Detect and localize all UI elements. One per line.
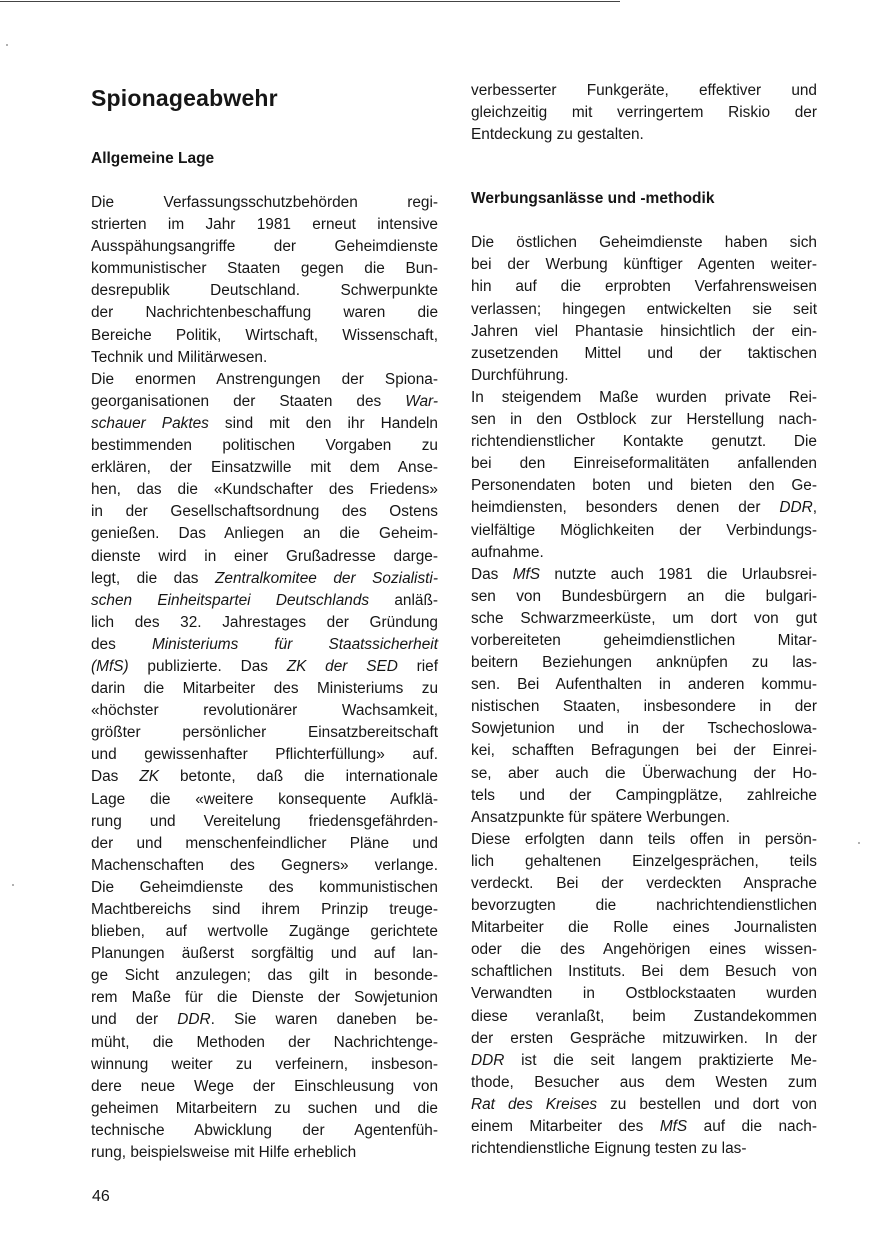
text-line: Rat des Kreises zu bestellen und dort von	[471, 1095, 817, 1113]
text-line: Die östlichen Geheimdienste haben sich	[471, 234, 817, 252]
left-body-text	[91, 192, 438, 1164]
page-title: Spionageabwehr	[91, 85, 278, 111]
text-line: nistischen Staaten, insbesondere in der	[471, 698, 817, 716]
text-line: diese veranlaßt, beim Zustandekommen	[471, 1007, 817, 1025]
text-line: legt, die das Zentralkomitee der Sozialisti-	[91, 569, 438, 587]
text-line: se, aber auch die Überwachung der Ho-	[471, 764, 817, 782]
text-line: ge Sicht anzulegen; das gilt in besonde-	[91, 967, 438, 985]
scan-speck	[6, 44, 8, 46]
text-line: Mitarbeiter die Rolle eines Journalisten	[471, 919, 817, 937]
text-line: Technik und Militärwesen.	[91, 348, 268, 366]
text-line: erklären, der Einsatzwille mit dem Anse-	[91, 459, 438, 477]
text-line: genießen. Das Anliegen an die Geheim-	[91, 525, 438, 543]
text-line: Sowjetunion und in der Tschechoslowa-	[471, 720, 817, 738]
text-line: sen von Bundesbürgern an die bulgari-	[471, 587, 817, 605]
text-line: hen, das die «Kundschafter des Friedens»	[91, 481, 438, 499]
top-rule	[0, 1, 620, 2]
text-line: darin die Mitarbeiter des Ministeriums zu	[91, 680, 438, 698]
text-line: rung, beispielsweise mit Hilfe erheblich	[91, 1144, 357, 1162]
text-line: «höchster revolutionärer Wachsamkeit,	[91, 702, 438, 720]
text-line: Diese erfolgten dann teils offen in persön-	[471, 830, 817, 848]
text-line: schauer Paktes sind mit den ihr Handeln	[91, 414, 438, 432]
text-line: Durchführung.	[471, 366, 569, 384]
text-line: oder die des Angehörigen eines wissen-	[471, 941, 817, 959]
text-line: rem Maße für die Dienste der Sowjetunion	[91, 989, 438, 1007]
text-line: strierten im Jahr 1981 erneut intensive	[91, 216, 438, 234]
text-line: lich des 32. Jahrestages der Gründung	[91, 613, 438, 631]
text-line: verdeckt. Bei der verdeckten Ansprache	[471, 875, 817, 892]
section-heading-allgemeine-lage: Allgemeine Lage	[91, 150, 215, 167]
text-line: bevorzugten die nachrichtendienstlichen	[471, 897, 817, 915]
text-line: bestimmenden politischen Vorgaben zu	[91, 437, 438, 455]
text-line: rung und Vereitelung friedensgefährden-	[91, 812, 438, 830]
text-line: größter persönlicher Einsatzbereitschaft	[91, 724, 438, 742]
text-line: richtendienstliche Eignung testen zu las-	[471, 1140, 747, 1158]
text-line: Ansatzpunkte für spätere Werbungen.	[471, 808, 730, 826]
text-line: und der DDR. Sie waren daneben be-	[91, 1011, 438, 1029]
text-line: desrepublik Deutschland. Schwerpunkte	[91, 282, 438, 300]
text-line: der Nachrichtenbeschaffung waren die	[91, 304, 438, 322]
text-line: Personendaten boten und bieten den Ge-	[471, 477, 817, 495]
text-line: Bereiche Politik, Wirtschaft, Wissenschaft,	[91, 326, 438, 344]
text-line: In steigendem Maße wurden private Rei-	[471, 388, 817, 406]
text-line: beitern Beziehungen anknüpfen zu las-	[471, 654, 817, 672]
text-line: zusetzenden Mittel und der taktischen	[471, 344, 817, 362]
text-line: Verwandten in Ostblockstaaten wurden	[471, 985, 817, 1003]
text-line: heimdiensten, besonders denen der DDR,	[471, 499, 817, 517]
text-line: Das MfS nutzte auch 1981 die Urlaubsrei-	[471, 565, 817, 583]
text-line: vielfältige Möglichkeiten der Verbindungs-	[471, 521, 817, 539]
text-line: richtendienstlicher Kontakte genutzt. Die	[471, 433, 817, 451]
text-line: kei, schafften Befragungen bei der Einrei-	[471, 742, 817, 760]
text-line: thode, Besucher aus dem Westen zum	[471, 1073, 817, 1091]
text-line: lich gehaltenen Einzelgesprächen, teils	[471, 852, 817, 870]
text-line: verbesserter Funkgeräte, effektiver und	[471, 82, 817, 99]
text-line: vorbereiteten geheimdienstlichen Mitar-	[471, 631, 817, 649]
right-continuation-text	[471, 80, 817, 146]
text-line: Ausspähungsangriffe der Geheimdienste	[91, 238, 438, 256]
text-line: sche Schwarzmeerküste, um dort von gut	[471, 609, 817, 627]
text-line: technische Abwicklung der Agentenfüh-	[91, 1121, 438, 1139]
text-line: dere neue Wege der Einschleusung von	[91, 1077, 438, 1095]
text-line: sen in den Ostblock zur Herstellung nach-	[471, 411, 817, 429]
text-line: blieben, auf wertvolle Zugänge gerichtete	[91, 923, 438, 941]
text-line: hin auf die erprobten Verfahrensweisen	[471, 278, 817, 296]
text-line: Entdeckung zu gestalten.	[471, 126, 644, 144]
text-line: georganisationen der Staaten des War-	[91, 392, 438, 410]
text-line: Planungen äußerst sorgfältig und auf lan-	[91, 945, 438, 963]
text-line: Die Geheimdienste des kommunistischen	[91, 878, 438, 896]
scan-speck	[12, 884, 14, 886]
right-column	[471, 80, 817, 1160]
scan-speck	[858, 842, 860, 844]
text-line: Das ZK betonte, daß die internationale	[91, 768, 438, 786]
right-body-text	[471, 232, 817, 1160]
text-line: schaftlichen Instituts. Bei dem Besuch von	[471, 963, 817, 981]
text-line: der ersten Gespräche mitzuwirken. In der	[471, 1029, 817, 1047]
text-line: Jahren viel Phantasie hinsichtlich der ein-	[471, 322, 817, 340]
text-line: dienste wird in einer Grußadresse darge-	[91, 547, 438, 565]
text-line: bei den Einreiseformalitäten anfallenden	[471, 455, 817, 473]
text-line: verlassen; hingegen entwickelten sie seit	[471, 300, 817, 318]
text-line: Machenschaften des Gegners» verlange.	[91, 856, 438, 874]
text-line: winnung weiter zu verfeinern, insbeson-	[91, 1055, 438, 1073]
text-line: einem Mitarbeiter des MfS auf die nach-	[471, 1118, 817, 1136]
text-line: Machtbereichs sind ihrem Prinzip treuge-	[91, 901, 438, 918]
text-line: aufnahme.	[471, 543, 544, 561]
text-line: müht, die Methoden der Nachrichtenge-	[91, 1033, 438, 1051]
text-line: tels und der Campingplätze, zahlreiche	[471, 786, 817, 804]
text-line: und gewissenhafter Pflichterfüllung» auf.	[91, 746, 438, 764]
text-line: der und menschenfeindlicher Pläne und	[91, 834, 438, 852]
text-line: bei der Werbung künftiger Agenten weiter-	[471, 256, 817, 274]
text-line: gleichzeitig mit verringertem Riskio der	[471, 104, 817, 122]
text-line: des Ministeriums für Staatssicherheit	[91, 635, 438, 653]
text-line: Lage die «weitere konsequente Aufklä-	[91, 790, 438, 808]
text-line: schen Einheitspartei Deutschlands anläß-	[91, 591, 438, 609]
page-number: 46	[92, 1188, 110, 1205]
left-column	[91, 84, 438, 1164]
text-line: DDR ist die seit langem praktizierte Me-	[471, 1051, 817, 1069]
text-line: geheimen Mitarbeitern zu suchen und die	[91, 1099, 438, 1117]
text-line: sen. Bei Aufenthalten in anderen kommu-	[471, 676, 817, 694]
text-line: kommunistischer Staaten gegen die Bun-	[91, 260, 438, 278]
section-heading-werbungsanlaesse: Werbungsanlässe und -methodik	[471, 190, 715, 208]
text-line: (MfS) publizierte. Das ZK der SED rief	[91, 657, 439, 675]
text-line: in der Gesellschaftsordnung des Ostens	[91, 503, 438, 521]
text-line: Die enormen Anstrengungen der Spiona-	[91, 370, 438, 388]
text-line: Die Verfassungsschutzbehörden regi-	[91, 194, 438, 211]
